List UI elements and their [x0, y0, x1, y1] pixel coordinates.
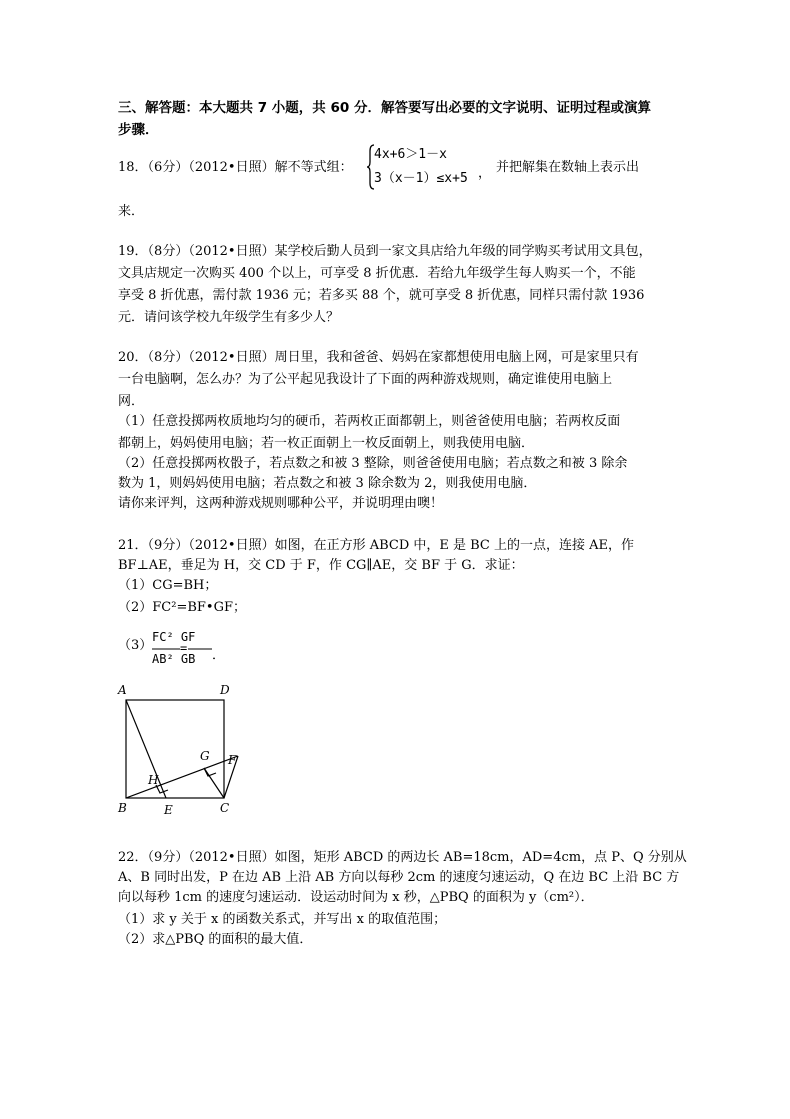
q22-line-1: 22．（9分）（2012•日照）如图，矩形 ABCD 的两边长 AB=18cm，AD=4cm，点 P、Q 分别从	[118, 850, 687, 865]
fraction-period: ．	[212, 648, 226, 663]
q20-line-6: （2）任意投掷两枚骰子，若点数之和被 3 整除，则爸爸使用电脑；若点数之和被 3 除余	[118, 456, 628, 471]
segment-ae	[126, 700, 166, 798]
fraction-denominator: AB² GB	[152, 652, 196, 666]
label-f: F	[228, 753, 237, 767]
q20-line-5: 都朝上，妈妈使用电脑；若一枚正面朝上一枚反面朝上，则我使用电脑．	[118, 436, 535, 451]
label-a: A	[118, 683, 127, 697]
q18-line2: 来．	[118, 204, 145, 219]
q22-line-5: （2）求△PBQ 的面积的最大值．	[118, 932, 313, 947]
q20-conclusion: 请你来评判，这两种游戏规则哪种公平，并说明理由噢！	[118, 496, 444, 511]
q21-line-2: BF⊥AE，垂足为 H，交 CD 于 F，作 CG∥AE，交 BF 于 G．求证：	[118, 558, 524, 573]
section-heading-line1: 三、解答题：本大题共 7 小题，共 60 分．解答要写出必要的文字说明、证明过程或演算	[118, 100, 651, 116]
q20-line-2: 一台电脑啊，怎么办？为了公平起见我设计了下面的两种游戏规则，确定谁使用电脑上	[118, 372, 613, 387]
q18-inequality-1: 4x+6＞1－x	[374, 147, 447, 162]
label-h: H	[148, 773, 159, 787]
label-d: D	[220, 683, 230, 697]
q21-part3-prefix: （3）	[118, 638, 153, 653]
label-c: C	[220, 801, 230, 815]
q20-line-3: 网．	[118, 394, 145, 409]
q19-line-3: 享受 8 折优惠，需付款 1936 元；若多买 88 个，就可享受 8 折优惠，同样只需付款 1936	[118, 288, 645, 303]
q21-line-4: （2）FC²=BF•GF；	[118, 600, 246, 615]
q22-line-2: A、B 同时出发，P 在边 AB 上沿 AB 方向以每秒 2cm 的速度匀速运动，Q 在边 BC 上沿 BC 方	[118, 870, 680, 885]
label-e: E	[164, 803, 173, 817]
q20-line-1: 20．（8分）（2012•日照）周日里，我和爸爸、妈妈在家都想使用电脑上网，可是家里只有	[118, 350, 639, 365]
q21-line-3: （1）CG=BH；	[118, 578, 218, 593]
q21-line-1: 21．（9分）（2012•日照）如图，在正方形 ABCD 中，E 是 BC 上的一点，连接 AE，作	[118, 538, 635, 553]
q18-inequality-2: 3（x－1）≤x+5	[374, 171, 468, 186]
section-heading-line2: 步骤．	[118, 122, 159, 138]
segment-bf	[126, 756, 238, 798]
q18-suffix: 并把解集在数轴上表示出	[496, 160, 640, 175]
q21-geometry-figure	[112, 680, 252, 820]
label-b: B	[118, 801, 127, 815]
q22-line-3: 向以每秒 1cm 的速度匀速运动．设运动时间为 x 秒，△PBQ 的面积为 y（cm²）．	[118, 890, 594, 905]
q18-inequality-system	[366, 143, 490, 191]
fraction-numerator: FC² GF	[152, 630, 196, 644]
q22-line-4: （1）求 y 关于 x 的函数关系式，并写出 x 的取值范围；	[118, 912, 447, 927]
fraction-equals: =	[180, 641, 188, 655]
label-g: G	[200, 749, 210, 763]
q20-line-4: （1）任意投掷两枚质地均匀的硬币，若两枚正面都朝上，则爸爸使用电脑；若两枚反面	[118, 414, 621, 429]
q19-line-1: 19．（8分）（2012•日照）某学校后勤人员到一家文具店给九年级的同学购买考试用文具包，	[118, 244, 652, 259]
q19-line-4: 元．请问该学校九年级学生有多少人？	[118, 310, 340, 325]
q21-fraction-expression	[150, 628, 226, 672]
q18-prefix: 18．（6分）（2012•日照）解不等式组：	[118, 160, 353, 175]
right-angle-g-icon	[204, 768, 216, 776]
q18-comma: ，	[478, 166, 492, 181]
segment-cg	[204, 768, 224, 798]
q20-line-7: 数为 1，则妈妈使用电脑；若点数之和被 3 除余数为 2，则我使用电脑．	[118, 476, 537, 491]
q19-line-2: 文具店规定一次购买 400 个以上，可享受 8 折优惠．若给九年级学生每人购买一个，不能	[118, 266, 636, 281]
